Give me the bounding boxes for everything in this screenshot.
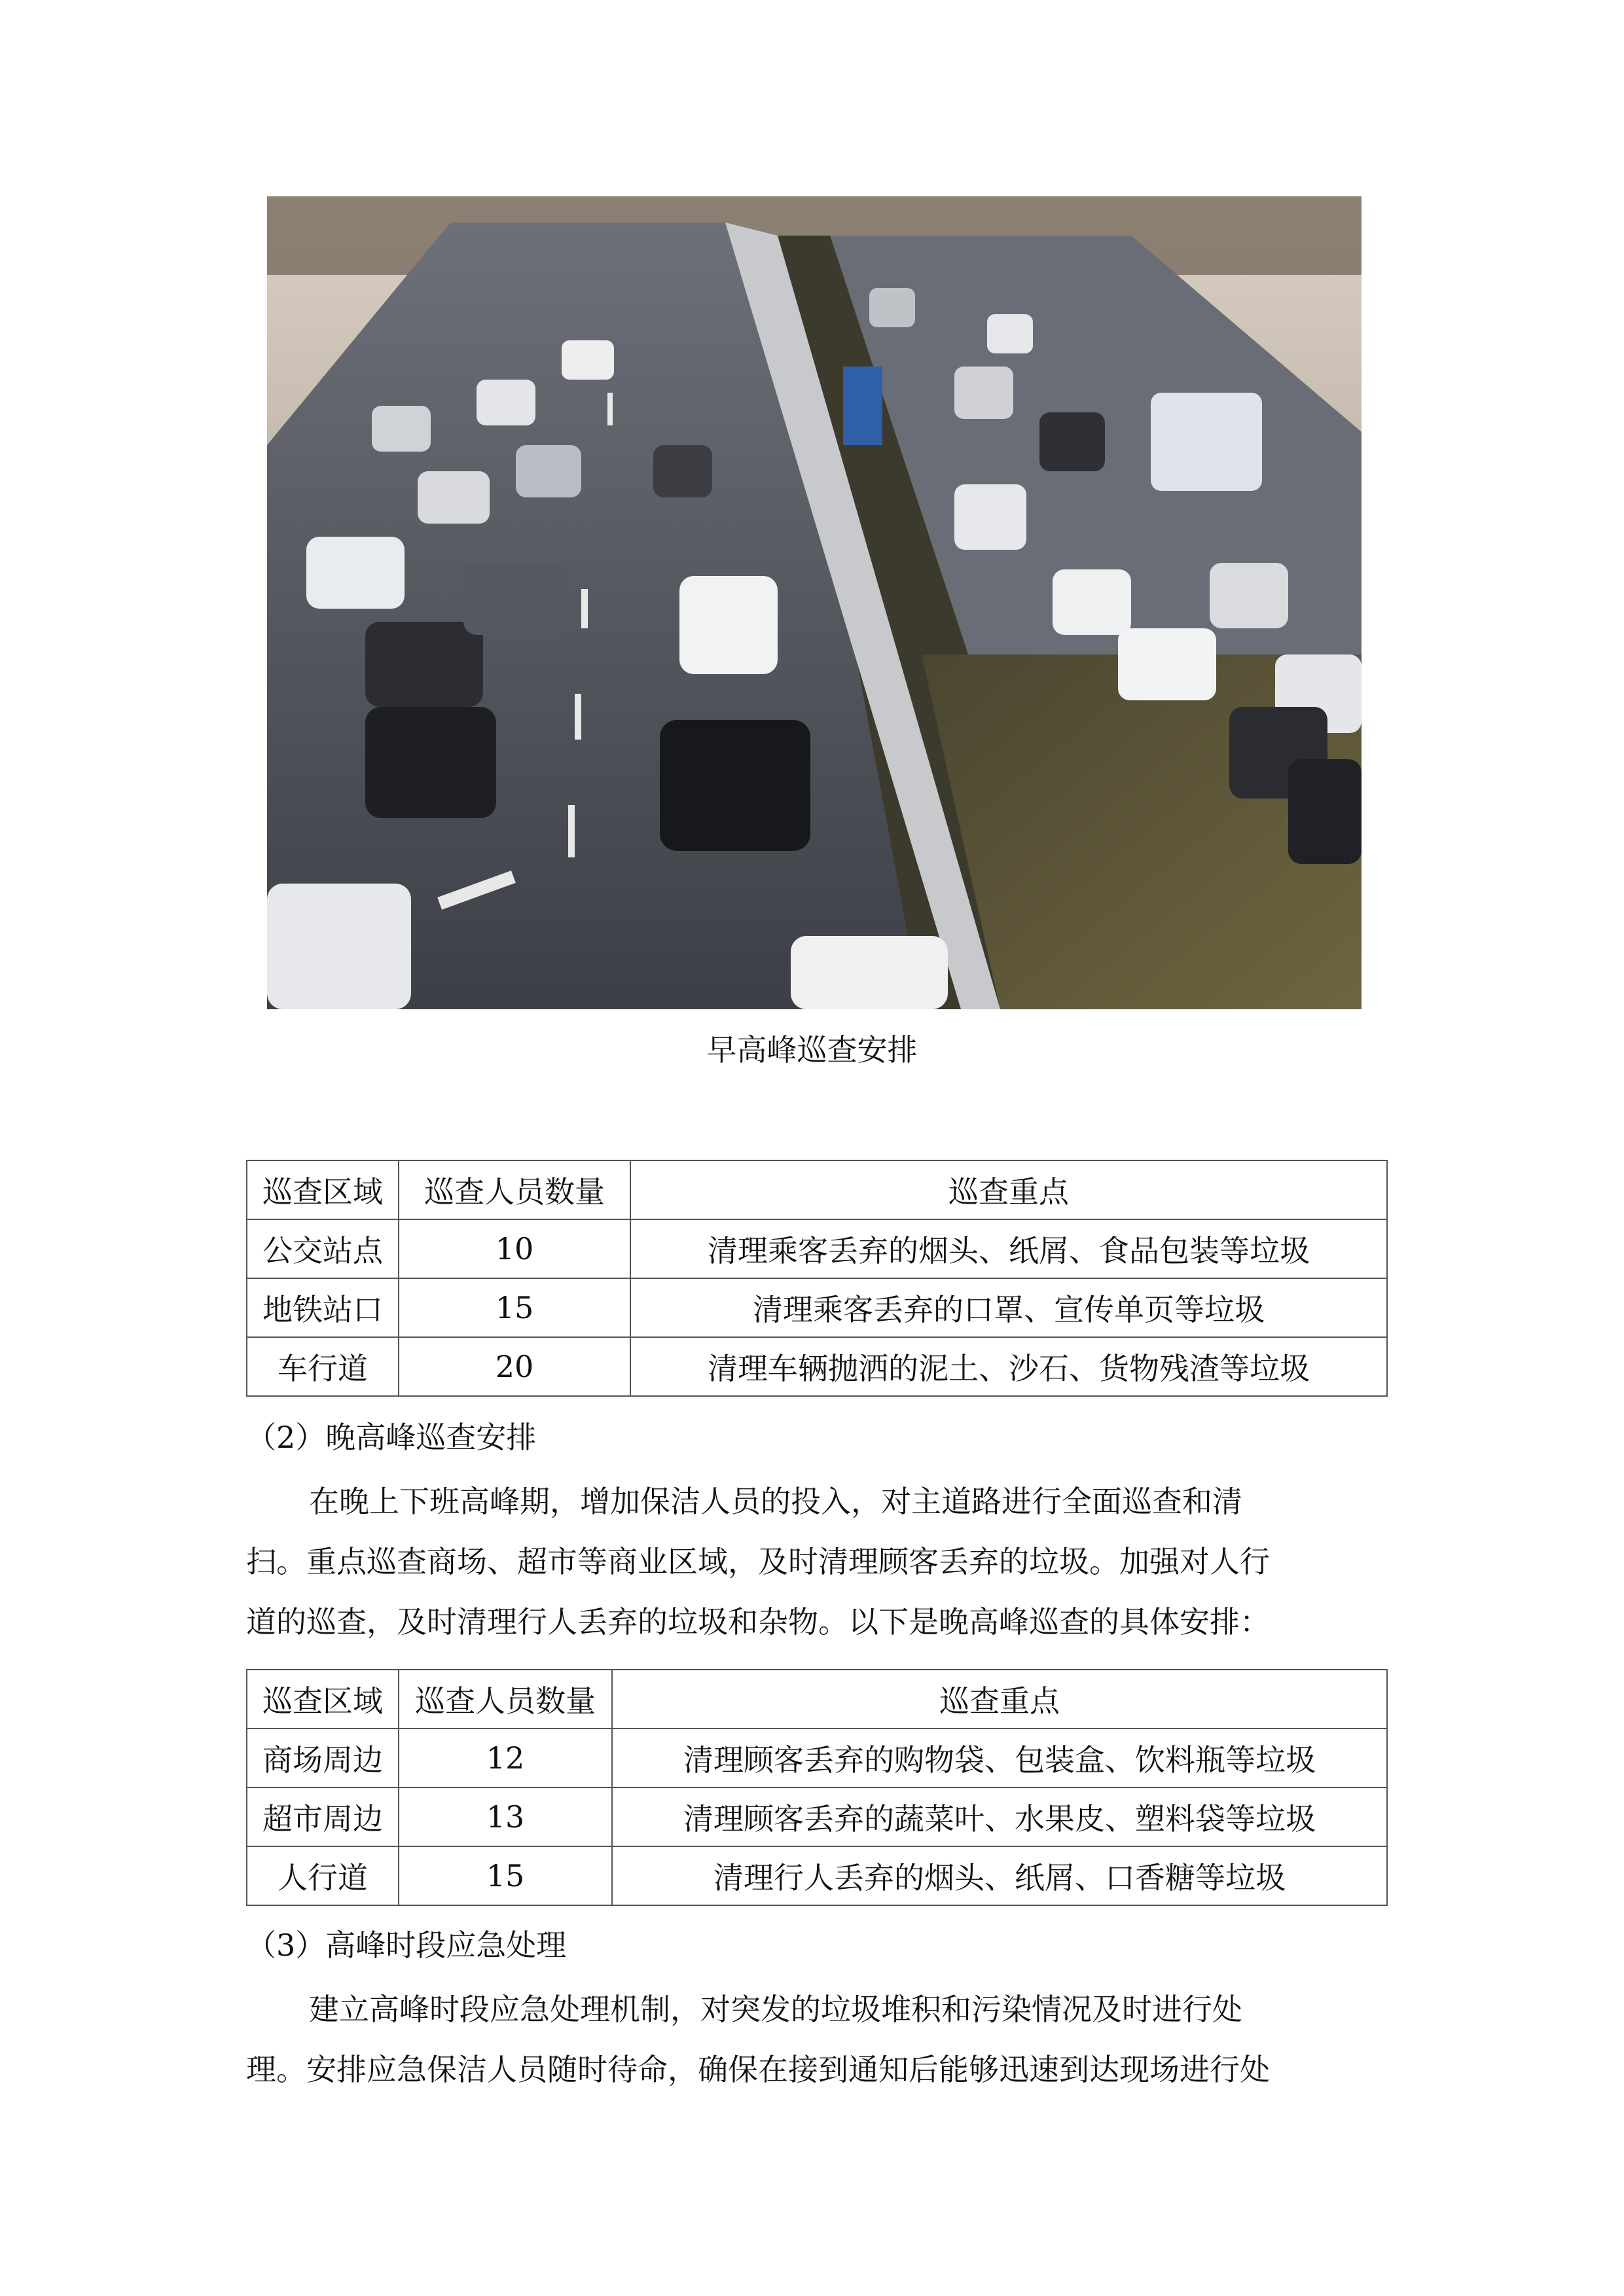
count-cell: 15 bbox=[399, 1278, 630, 1337]
table-row bbox=[247, 1787, 1387, 1846]
header-cell: 巡查区域 bbox=[247, 1160, 399, 1219]
count-cell: 12 bbox=[399, 1729, 612, 1787]
count-cell: 13 bbox=[399, 1787, 612, 1846]
header-cell: 巡查重点 bbox=[612, 1670, 1387, 1729]
focus-cell: 清理乘客丢弃的口罩、宣传单页等垃圾 bbox=[630, 1278, 1387, 1337]
paragraph-line: 建立高峰时段应急处理机制，对突发的垃圾堆积和污染情况及时进行处 bbox=[309, 1992, 1242, 2027]
focus-cell: 清理乘客丢弃的烟头、纸屑、食品包装等垃圾 bbox=[630, 1219, 1387, 1278]
count-cell: 10 bbox=[399, 1219, 630, 1278]
table-header-row bbox=[247, 1160, 1387, 1219]
area-cell: 人行道 bbox=[247, 1846, 399, 1905]
header-cell: 巡查人员数量 bbox=[399, 1160, 630, 1219]
focus-cell: 清理顾客丢弃的蔬菜叶、水果皮、塑料袋等垃圾 bbox=[612, 1787, 1387, 1846]
traffic-photo bbox=[267, 196, 1362, 1009]
evening-patrol-table bbox=[246, 1669, 1388, 1906]
area-cell: 超市周边 bbox=[247, 1787, 399, 1846]
paragraph-line: 在晚上下班高峰期，增加保洁人员的投入，对主道路进行全面巡查和清 bbox=[309, 1484, 1242, 1519]
header-cell: 巡查重点 bbox=[630, 1160, 1387, 1219]
paragraph-evening bbox=[246, 1471, 1379, 1652]
area-cell: 公交站点 bbox=[247, 1219, 399, 1278]
paragraph-line: 扫。重点巡查商场、超市等商业区域，及时清理顾客丢弃的垃圾。加强对人行 bbox=[246, 1544, 1270, 1579]
focus-cell: 清理顾客丢弃的购物袋、包装盒、饮料瓶等垃圾 bbox=[612, 1729, 1387, 1787]
table-header-row bbox=[247, 1670, 1387, 1729]
figure-caption: 早高峰巡查安排 bbox=[706, 1032, 918, 1067]
table-row bbox=[247, 1846, 1387, 1905]
table-row bbox=[247, 1278, 1387, 1337]
paragraph-line: 道的巡查，及时清理行人丢弃的垃圾和杂物。以下是晚高峰巡查的具体安排： bbox=[246, 1604, 1270, 1640]
header-cell: 巡查区域 bbox=[247, 1670, 399, 1729]
table-row bbox=[247, 1729, 1387, 1787]
header-cell: 巡查人员数量 bbox=[399, 1670, 612, 1729]
focus-cell: 清理车辆抛洒的泥土、沙石、货物残渣等垃圾 bbox=[630, 1337, 1387, 1396]
paragraph-emergency bbox=[246, 1979, 1379, 2100]
paragraph-line: 理。安排应急保洁人员随时待命，确保在接到通知后能够迅速到达现场进行处 bbox=[246, 2052, 1270, 2087]
morning-patrol-table bbox=[246, 1160, 1388, 1397]
table-row bbox=[247, 1337, 1387, 1396]
area-cell: 车行道 bbox=[247, 1337, 399, 1396]
section-heading-evening: （2）晚高峰巡查安排 bbox=[246, 1420, 537, 1455]
count-cell: 15 bbox=[399, 1846, 612, 1905]
count-cell: 20 bbox=[399, 1337, 630, 1396]
area-cell: 商场周边 bbox=[247, 1729, 399, 1787]
area-cell: 地铁站口 bbox=[247, 1278, 399, 1337]
traffic-photo-illustration bbox=[267, 196, 1362, 1009]
focus-cell: 清理行人丢弃的烟头、纸屑、口香糖等垃圾 bbox=[612, 1846, 1387, 1905]
section-heading-emergency: （3）高峰时段应急处理 bbox=[246, 1928, 567, 1963]
table-row bbox=[247, 1219, 1387, 1278]
